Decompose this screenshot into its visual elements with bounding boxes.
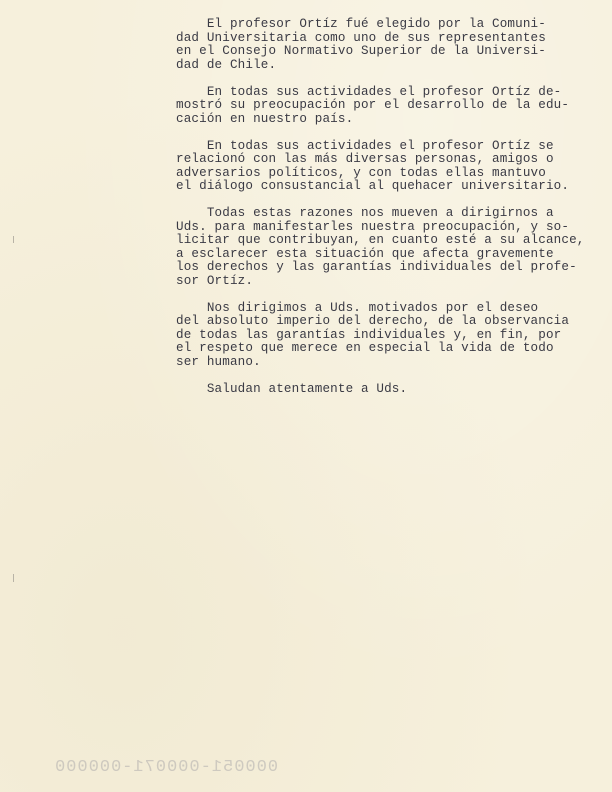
text-line: ser humano. — [176, 354, 261, 369]
closing-line: Saludan atentamente a Uds. — [176, 381, 408, 396]
text-line: el diálogo consustancial al quehacer universitario. — [176, 179, 570, 193]
text-line: relacionó con las más diversas personas, amigos o — [176, 152, 554, 166]
closing-salutation — [176, 383, 576, 397]
text-line: Uds. para manifestarles nuestra preocupación, y so- — [176, 219, 570, 234]
paragraph-1 — [176, 18, 576, 72]
paragraph-2 — [176, 86, 576, 127]
archive-stamp: 000051-000071-000000 — [54, 758, 279, 777]
text-line: de todas las garantías individuales y, en fin, por — [176, 327, 562, 342]
paragraph-3 — [176, 140, 576, 194]
margin-mark — [13, 236, 14, 243]
text-line: Todas estas razones nos mueven a dirigirnos a — [176, 206, 554, 220]
paragraph-5 — [176, 302, 576, 370]
text-line: En todas sus actividades el profesor Ortíz de- — [176, 84, 562, 99]
text-line: licitar que contribuyan, en cuanto esté a su alcance, — [176, 233, 585, 247]
text-line: Nos dirigimos a Uds. motivados por el deseo — [176, 300, 539, 315]
text-line: los derechos y las garantías individuales del profe- — [176, 260, 577, 274]
text-line: En todas sus actividades el profesor Ortíz se — [176, 138, 554, 153]
margin-mark — [13, 574, 14, 582]
text-line: del absoluto imperio del derecho, de la observancia — [176, 314, 570, 328]
text-line: adversarios políticos, y con todas ellas mantuvo — [176, 165, 546, 180]
text-line: mostró su preocupación por el desarrollo de la edu- — [176, 98, 570, 112]
text-line: dad Universitaria como uno de sus representantes — [176, 30, 546, 45]
text-line: dad de Chile. — [176, 57, 277, 72]
text-line: sor Ortíz. — [176, 273, 254, 288]
text-line: en el Consejo Normativo Superior de la Universi- — [176, 44, 546, 58]
paragraph-4 — [176, 206, 585, 288]
text-line: a esclarecer esta situación que afecta gravemente — [176, 246, 554, 261]
text-line: el respeto que merece en especial la vida de todo — [176, 341, 554, 355]
text-line: cación en nuestro país. — [176, 111, 354, 126]
text-line: El profesor Ortíz fué elegido por la Comuni- — [176, 17, 546, 31]
letter-body — [176, 17, 585, 396]
